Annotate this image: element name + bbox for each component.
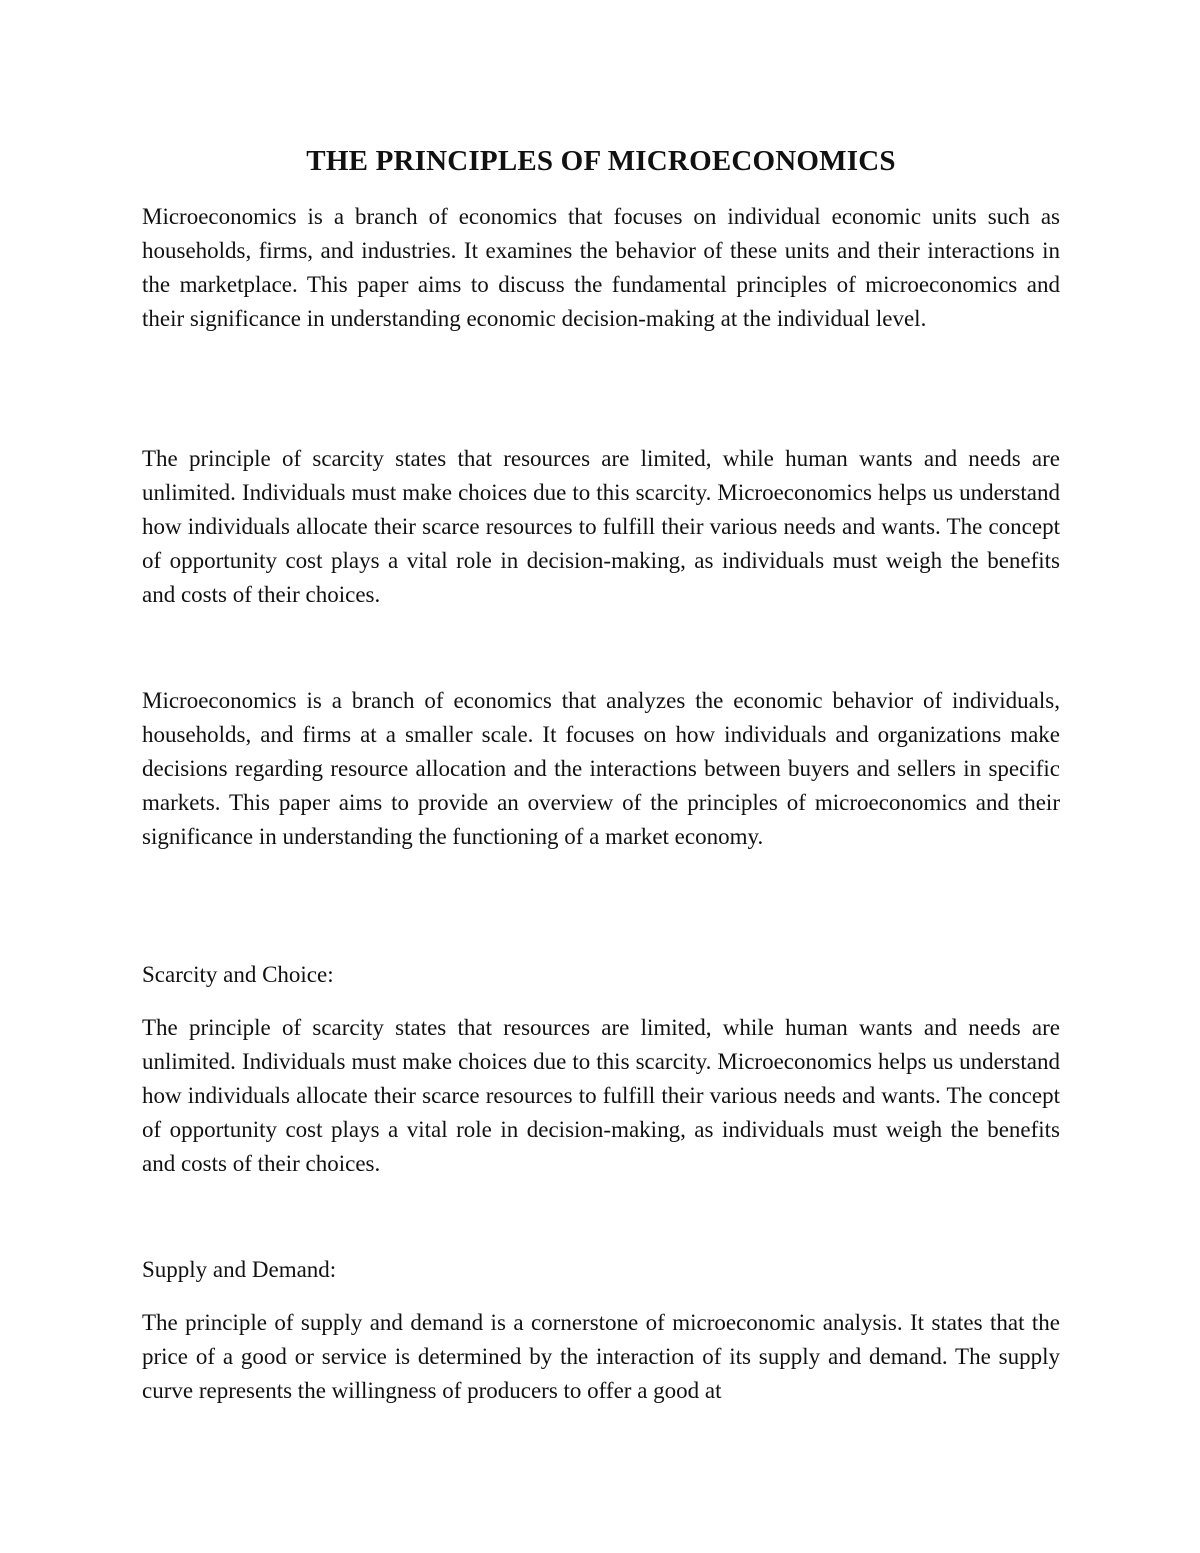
scarcity-paragraph: The principle of scarcity states that resources are limited, while human wants and needs are unlimited. Individuals must make choices due to this scarcity. Microeconomics helps us understand how individuals allocate their scarce resources to fulfill their various needs and wants. The concept of opportunity cost plays a vital role in decision-making, as individuals must weigh the benefits and costs of their choices.	[142, 446, 1060, 607]
document-page	[142, 0, 1060, 1553]
page-title: THE PRINCIPLES OF MICROECONOMICS	[306, 145, 896, 177]
section-body-scarcity-and-choice: The principle of scarcity states that resources are limited, while human wants and needs are unlimited. Individuals must make choices due to this scarcity. Microeconomics helps us understand how individuals allocate their scarce resources to fulfill their various needs and wants. The concept of opportunity cost plays a vital role in decision-making, as individuals must weigh the benefits and costs of their choices.	[142, 1015, 1060, 1176]
section-body-supply-and-demand: The principle of supply and demand is a cornerstone of microeconomic analysis. It states that the price of a good or service is determined by the interaction of its supply and demand. The supply curve represents the willingness of producers to offer a good at	[142, 1310, 1060, 1403]
section-heading-supply-and-demand: Supply and Demand:	[142, 1257, 337, 1282]
section-heading-scarcity-and-choice: Scarcity and Choice:	[142, 962, 334, 987]
intro-paragraph: Microeconomics is a branch of economics that focuses on individual economic units such as households, firms, and industries. It examines the behavior of these units and their interactions in the marketplace. This paper aims to discuss the fundamental principles of microeconomics and their significance in understanding economic decision-making at the individual level.	[142, 204, 1060, 331]
overview-paragraph: Microeconomics is a branch of economics that analyzes the economic behavior of individuals, households, and firms at a smaller scale. It focuses on how individuals and organizations make decisions regarding resource allocation and the interactions between buyers and sellers in specific markets. This paper aims to provide an overview of the principles of microeconomics and their significance in understanding the functioning of a market economy.	[142, 688, 1060, 849]
